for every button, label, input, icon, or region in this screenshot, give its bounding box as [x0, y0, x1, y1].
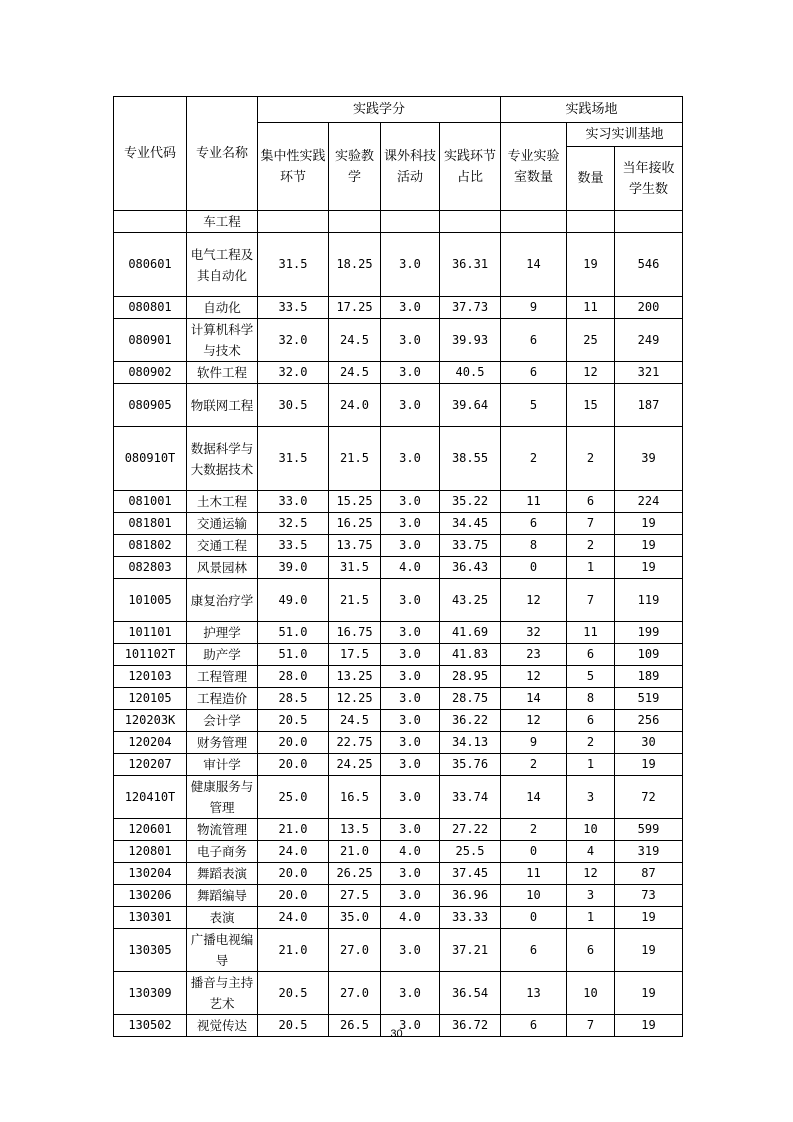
- row-name: 交通工程: [187, 535, 258, 557]
- row-credit-extracurricular: 3.0: [381, 863, 440, 885]
- row-name: 风景园林: [187, 557, 258, 579]
- row-code: 120105: [114, 688, 187, 710]
- table-row: [114, 776, 683, 819]
- row-credit-extracurricular: 3.0: [381, 535, 440, 557]
- row-credit-experiment: 13.5: [329, 819, 381, 841]
- row-name: 交通运输: [187, 513, 258, 535]
- table-row: [114, 644, 683, 666]
- row-base-count: 6: [567, 710, 615, 732]
- row-name: 物流管理: [187, 819, 258, 841]
- row-name: 审计学: [187, 754, 258, 776]
- row-base-students: 519: [615, 688, 683, 710]
- row-base-count: 2: [567, 732, 615, 754]
- row-base-count: 12: [567, 863, 615, 885]
- row-lab-count: 12: [501, 579, 567, 622]
- row-code: 120801: [114, 841, 187, 863]
- row-name: 护理学: [187, 622, 258, 644]
- header-base-count: 数量: [567, 147, 615, 211]
- row-credit-ratio: 34.45: [440, 513, 501, 535]
- row-lab-count: 5: [501, 384, 567, 427]
- table-row: [114, 319, 683, 362]
- table-row: [114, 427, 683, 491]
- row-lab-count: 14: [501, 776, 567, 819]
- row-base-count: 11: [567, 622, 615, 644]
- row-credit-concentrated: 20.5: [258, 710, 329, 732]
- row-lab-count: 14: [501, 233, 567, 297]
- header-credit-extracurricular: 课外科技活动: [381, 123, 440, 211]
- header-code: 专业代码: [114, 97, 187, 211]
- row-credit-extracurricular: 3.0: [381, 776, 440, 819]
- row-lab-count: 2: [501, 754, 567, 776]
- header-credit-ratio: 实践环节占比: [440, 123, 501, 211]
- row-base-students: 109: [615, 644, 683, 666]
- row-base-count: 4: [567, 841, 615, 863]
- row-credit-concentrated: 33.5: [258, 535, 329, 557]
- row-name: 表演: [187, 907, 258, 929]
- row-base-count: 7: [567, 1015, 615, 1037]
- row-credit-concentrated: 32.0: [258, 319, 329, 362]
- row-base-students: 249: [615, 319, 683, 362]
- row-base-students: 199: [615, 622, 683, 644]
- row-base-count: 3: [567, 885, 615, 907]
- row-name: 工程造价: [187, 688, 258, 710]
- row-code: 081801: [114, 513, 187, 535]
- table-row: [114, 907, 683, 929]
- row-base-students: 256: [615, 710, 683, 732]
- row-credit-ratio: 39.64: [440, 384, 501, 427]
- row-code: 120203K: [114, 710, 187, 732]
- table-row: [114, 929, 683, 972]
- row-lab-count: 6: [501, 513, 567, 535]
- row-lab-count: 2: [501, 427, 567, 491]
- row-base-students: 321: [615, 362, 683, 384]
- row-credit-extracurricular: 3.0: [381, 384, 440, 427]
- row-credit-concentrated: 21.0: [258, 819, 329, 841]
- row-lab-count: 11: [501, 863, 567, 885]
- table-row: [114, 491, 683, 513]
- row-base-students: 73: [615, 885, 683, 907]
- row-base-count: 11: [567, 297, 615, 319]
- table-row: [114, 622, 683, 644]
- table-row: [114, 732, 683, 754]
- row-credit-extracurricular: 4.0: [381, 557, 440, 579]
- row-base-count: 2: [567, 427, 615, 491]
- row-base-count: 8: [567, 688, 615, 710]
- row-base-students: [615, 211, 683, 233]
- row-credit-experiment: 24.5: [329, 319, 381, 362]
- table-row: [114, 362, 683, 384]
- row-credit-experiment: 17.5: [329, 644, 381, 666]
- row-credit-ratio: 33.74: [440, 776, 501, 819]
- row-credit-ratio: 36.72: [440, 1015, 501, 1037]
- row-code: 080601: [114, 233, 187, 297]
- row-lab-count: 6: [501, 319, 567, 362]
- row-credit-ratio: 36.22: [440, 710, 501, 732]
- row-name: 自动化: [187, 297, 258, 319]
- row-credit-extracurricular: 3.0: [381, 754, 440, 776]
- header-name: 专业名称: [187, 97, 258, 211]
- row-base-students: 189: [615, 666, 683, 688]
- row-base-students: 19: [615, 513, 683, 535]
- row-base-count: 2: [567, 535, 615, 557]
- row-credit-ratio: 37.73: [440, 297, 501, 319]
- row-name: 健康服务与管理: [187, 776, 258, 819]
- table-row: [114, 666, 683, 688]
- row-credit-concentrated: 49.0: [258, 579, 329, 622]
- row-credit-experiment: 27.0: [329, 929, 381, 972]
- row-lab-count: 12: [501, 710, 567, 732]
- row-credit-ratio: 25.5: [440, 841, 501, 863]
- row-base-count: 7: [567, 513, 615, 535]
- row-code: 101102T: [114, 644, 187, 666]
- row-lab-count: 2: [501, 819, 567, 841]
- row-credit-extracurricular: 3.0: [381, 362, 440, 384]
- row-code: 082803: [114, 557, 187, 579]
- row-code: 130309: [114, 972, 187, 1015]
- row-credit-extracurricular: 3.0: [381, 732, 440, 754]
- row-code: 130305: [114, 929, 187, 972]
- table-row: [114, 863, 683, 885]
- row-base-count: 6: [567, 644, 615, 666]
- row-credit-ratio: 35.22: [440, 491, 501, 513]
- row-name: 广播电视编导: [187, 929, 258, 972]
- row-credit-ratio: 41.69: [440, 622, 501, 644]
- row-credit-extracurricular: 4.0: [381, 907, 440, 929]
- row-credit-concentrated: 20.0: [258, 885, 329, 907]
- row-credit-concentrated: 20.0: [258, 754, 329, 776]
- row-base-students: 224: [615, 491, 683, 513]
- row-credit-extracurricular: 3.0: [381, 622, 440, 644]
- table-row: [114, 688, 683, 710]
- row-code: 120207: [114, 754, 187, 776]
- row-lab-count: 0: [501, 841, 567, 863]
- row-lab-count: 10: [501, 885, 567, 907]
- header-base-group: 实习实训基地: [567, 123, 683, 147]
- row-credit-experiment: 26.25: [329, 863, 381, 885]
- row-credit-ratio: 39.93: [440, 319, 501, 362]
- row-credit-extracurricular: 3.0: [381, 688, 440, 710]
- row-lab-count: 13: [501, 972, 567, 1015]
- row-base-students: 200: [615, 297, 683, 319]
- row-credit-experiment: 24.5: [329, 710, 381, 732]
- row-code: 130502: [114, 1015, 187, 1037]
- row-lab-count: [501, 211, 567, 233]
- row-credit-ratio: 35.76: [440, 754, 501, 776]
- row-credit-concentrated: 31.5: [258, 427, 329, 491]
- table-row: [114, 384, 683, 427]
- row-credit-extracurricular: 3.0: [381, 972, 440, 1015]
- row-credit-extracurricular: 3.0: [381, 579, 440, 622]
- row-code: [114, 211, 187, 233]
- row-code: 081802: [114, 535, 187, 557]
- row-credit-experiment: 16.25: [329, 513, 381, 535]
- row-credit-concentrated: 24.0: [258, 907, 329, 929]
- row-credit-experiment: 12.25: [329, 688, 381, 710]
- row-credit-extracurricular: 3.0: [381, 1015, 440, 1037]
- row-credit-extracurricular: 3.0: [381, 319, 440, 362]
- row-credit-ratio: 36.31: [440, 233, 501, 297]
- row-code: 120601: [114, 819, 187, 841]
- row-code: 130206: [114, 885, 187, 907]
- row-lab-count: 32: [501, 622, 567, 644]
- row-credit-concentrated: 24.0: [258, 841, 329, 863]
- row-credit-extracurricular: 3.0: [381, 491, 440, 513]
- row-credit-extracurricular: 3.0: [381, 233, 440, 297]
- row-base-count: 1: [567, 754, 615, 776]
- row-credit-concentrated: 33.0: [258, 491, 329, 513]
- row-credit-extracurricular: 3.0: [381, 427, 440, 491]
- row-credit-concentrated: 20.5: [258, 972, 329, 1015]
- row-credit-concentrated: 20.5: [258, 1015, 329, 1037]
- row-credit-extracurricular: 3.0: [381, 929, 440, 972]
- row-lab-count: 11: [501, 491, 567, 513]
- header-credit-experiment: 实验教学: [329, 123, 381, 211]
- table-row: [114, 535, 683, 557]
- row-lab-count: 12: [501, 666, 567, 688]
- row-lab-count: 6: [501, 1015, 567, 1037]
- row-base-count: 12: [567, 362, 615, 384]
- row-credit-experiment: 31.5: [329, 557, 381, 579]
- row-base-students: 119: [615, 579, 683, 622]
- row-credit-extracurricular: 3.0: [381, 513, 440, 535]
- header-sites-group: 实践场地: [501, 97, 683, 123]
- row-name: 播音与主持艺术: [187, 972, 258, 1015]
- table-row: [114, 211, 683, 233]
- row-credit-concentrated: 25.0: [258, 776, 329, 819]
- header-base-students: 当年接收学生数: [615, 147, 683, 211]
- row-credit-experiment: 21.5: [329, 427, 381, 491]
- practice-table: [113, 96, 683, 1037]
- row-base-students: 39: [615, 427, 683, 491]
- row-code: 080901: [114, 319, 187, 362]
- table-row: [114, 754, 683, 776]
- row-base-students: 187: [615, 384, 683, 427]
- row-credit-concentrated: 20.0: [258, 863, 329, 885]
- table-row: [114, 972, 683, 1015]
- row-credit-extracurricular: 4.0: [381, 841, 440, 863]
- row-credit-experiment: 24.5: [329, 362, 381, 384]
- row-base-count: 10: [567, 819, 615, 841]
- page-number: 30: [390, 1028, 403, 1040]
- table-row: [114, 513, 683, 535]
- row-base-count: 25: [567, 319, 615, 362]
- row-credit-experiment: 16.75: [329, 622, 381, 644]
- table-row: [114, 819, 683, 841]
- row-code: 080905: [114, 384, 187, 427]
- row-credit-experiment: 16.5: [329, 776, 381, 819]
- row-name: 舞蹈表演: [187, 863, 258, 885]
- row-base-students: 19: [615, 907, 683, 929]
- row-base-students: 546: [615, 233, 683, 297]
- row-credit-experiment: 24.0: [329, 384, 381, 427]
- row-credit-ratio: 36.96: [440, 885, 501, 907]
- row-base-count: 1: [567, 907, 615, 929]
- row-lab-count: 6: [501, 362, 567, 384]
- header-credit-concentrated: 集中性实践环节: [258, 123, 329, 211]
- row-credit-experiment: 17.25: [329, 297, 381, 319]
- row-base-students: 87: [615, 863, 683, 885]
- row-lab-count: 14: [501, 688, 567, 710]
- row-credit-extracurricular: 3.0: [381, 297, 440, 319]
- row-base-count: 1: [567, 557, 615, 579]
- row-credit-ratio: 37.21: [440, 929, 501, 972]
- row-credit-ratio: 41.83: [440, 644, 501, 666]
- row-credit-experiment: 26.5: [329, 1015, 381, 1037]
- row-name: 会计学: [187, 710, 258, 732]
- row-name: 工程管理: [187, 666, 258, 688]
- row-code: 130301: [114, 907, 187, 929]
- row-name: 物联网工程: [187, 384, 258, 427]
- row-code: 080801: [114, 297, 187, 319]
- row-base-count: 6: [567, 491, 615, 513]
- row-credit-concentrated: 51.0: [258, 644, 329, 666]
- row-credit-experiment: 13.25: [329, 666, 381, 688]
- row-credit-ratio: 40.5: [440, 362, 501, 384]
- row-credit-concentrated: 32.0: [258, 362, 329, 384]
- row-name: 视觉传达: [187, 1015, 258, 1037]
- row-credit-concentrated: 51.0: [258, 622, 329, 644]
- row-code: 080902: [114, 362, 187, 384]
- row-code: 101101: [114, 622, 187, 644]
- row-credit-concentrated: 21.0: [258, 929, 329, 972]
- row-credit-extracurricular: 3.0: [381, 644, 440, 666]
- row-credit-extracurricular: 3.0: [381, 819, 440, 841]
- row-name: 软件工程: [187, 362, 258, 384]
- row-lab-count: 23: [501, 644, 567, 666]
- row-base-count: 5: [567, 666, 615, 688]
- row-credit-experiment: [329, 211, 381, 233]
- row-credit-ratio: 36.54: [440, 972, 501, 1015]
- row-credit-concentrated: 20.0: [258, 732, 329, 754]
- row-lab-count: 0: [501, 557, 567, 579]
- row-credit-concentrated: 39.0: [258, 557, 329, 579]
- table-row: [114, 710, 683, 732]
- header-credits-group: 实践学分: [258, 97, 501, 123]
- row-credit-ratio: 34.13: [440, 732, 501, 754]
- row-credit-experiment: 27.5: [329, 885, 381, 907]
- row-name: 康复治疗学: [187, 579, 258, 622]
- row-credit-ratio: 28.95: [440, 666, 501, 688]
- row-credit-experiment: 13.75: [329, 535, 381, 557]
- table-row: [114, 885, 683, 907]
- row-name: 电子商务: [187, 841, 258, 863]
- row-lab-count: 0: [501, 907, 567, 929]
- row-name: 土木工程: [187, 491, 258, 513]
- row-credit-experiment: 21.5: [329, 579, 381, 622]
- row-name: 助产学: [187, 644, 258, 666]
- row-name: 计算机科学与技术: [187, 319, 258, 362]
- row-credit-concentrated: 31.5: [258, 233, 329, 297]
- row-credit-concentrated: [258, 211, 329, 233]
- table-row: [114, 233, 683, 297]
- row-lab-count: 6: [501, 929, 567, 972]
- row-code: 120410T: [114, 776, 187, 819]
- row-credit-ratio: 37.45: [440, 863, 501, 885]
- row-base-students: 72: [615, 776, 683, 819]
- row-base-count: [567, 211, 615, 233]
- row-name: 财务管理: [187, 732, 258, 754]
- table-row: [114, 297, 683, 319]
- row-credit-extracurricular: 3.0: [381, 710, 440, 732]
- row-base-count: 7: [567, 579, 615, 622]
- row-base-count: 6: [567, 929, 615, 972]
- table-row: [114, 841, 683, 863]
- row-credit-extracurricular: 3.0: [381, 885, 440, 907]
- row-credit-ratio: 33.75: [440, 535, 501, 557]
- row-name: 舞蹈编导: [187, 885, 258, 907]
- row-name: 电气工程及其自动化: [187, 233, 258, 297]
- row-base-students: 19: [615, 535, 683, 557]
- row-credit-experiment: 22.75: [329, 732, 381, 754]
- row-base-students: 19: [615, 972, 683, 1015]
- row-credit-experiment: 21.0: [329, 841, 381, 863]
- row-name: 车工程: [187, 211, 258, 233]
- row-base-count: 10: [567, 972, 615, 1015]
- row-credit-ratio: 38.55: [440, 427, 501, 491]
- row-base-count: 19: [567, 233, 615, 297]
- row-name: 数据科学与大数据技术: [187, 427, 258, 491]
- row-lab-count: 8: [501, 535, 567, 557]
- row-credit-extracurricular: [381, 211, 440, 233]
- row-code: 080910T: [114, 427, 187, 491]
- row-credit-experiment: 15.25: [329, 491, 381, 513]
- row-code: 130204: [114, 863, 187, 885]
- row-code: 081001: [114, 491, 187, 513]
- row-credit-concentrated: 33.5: [258, 297, 329, 319]
- table-row: [114, 557, 683, 579]
- row-base-students: 19: [615, 754, 683, 776]
- row-credit-concentrated: 28.0: [258, 666, 329, 688]
- row-credit-concentrated: 28.5: [258, 688, 329, 710]
- row-credit-ratio: [440, 211, 501, 233]
- row-base-students: 19: [615, 1015, 683, 1037]
- row-lab-count: 9: [501, 297, 567, 319]
- row-lab-count: 9: [501, 732, 567, 754]
- row-credit-experiment: 35.0: [329, 907, 381, 929]
- row-credit-concentrated: 32.5: [258, 513, 329, 535]
- row-credit-extracurricular: 3.0: [381, 666, 440, 688]
- row-base-students: 19: [615, 557, 683, 579]
- row-credit-concentrated: 30.5: [258, 384, 329, 427]
- row-credit-ratio: 28.75: [440, 688, 501, 710]
- row-credit-ratio: 43.25: [440, 579, 501, 622]
- row-base-students: 319: [615, 841, 683, 863]
- row-credit-ratio: 36.43: [440, 557, 501, 579]
- row-code: 101005: [114, 579, 187, 622]
- row-base-students: 30: [615, 732, 683, 754]
- header-lab-count: 专业实验室数量: [501, 123, 567, 211]
- table-row: [114, 579, 683, 622]
- row-credit-ratio: 27.22: [440, 819, 501, 841]
- row-credit-experiment: 27.0: [329, 972, 381, 1015]
- row-base-students: 19: [615, 929, 683, 972]
- row-base-count: 15: [567, 384, 615, 427]
- row-base-students: 599: [615, 819, 683, 841]
- row-base-count: 3: [567, 776, 615, 819]
- row-credit-ratio: 33.33: [440, 907, 501, 929]
- row-code: 120103: [114, 666, 187, 688]
- row-code: 120204: [114, 732, 187, 754]
- row-credit-experiment: 18.25: [329, 233, 381, 297]
- row-credit-experiment: 24.25: [329, 754, 381, 776]
